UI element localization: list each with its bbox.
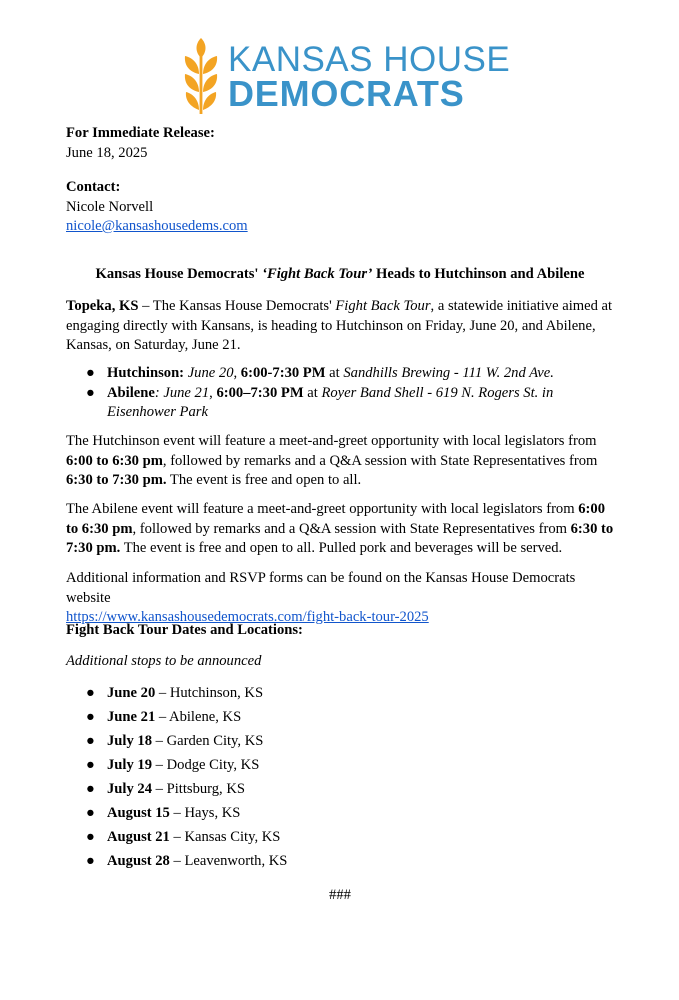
- list-item: [66, 684, 614, 708]
- tour-date: July 19: [107, 757, 153, 773]
- contact-name: Nicole Norvell: [66, 198, 154, 215]
- tour-section-note: [66, 652, 614, 672]
- event-city: Abilene: [107, 384, 155, 401]
- contact-label: Contact:: [66, 179, 121, 195]
- tour-city: – Leavenworth, KS: [169, 853, 288, 869]
- intro-text1: – The Kansas House Democrats': [138, 298, 336, 314]
- event-venue: Royer Band Shell - 619 N. Rogers St. in Eisenhower Park: [107, 384, 554, 420]
- event-sep: ,: [233, 365, 241, 381]
- list-item: [66, 708, 614, 732]
- hutchinson-paragraph: [66, 432, 614, 491]
- tour-note: Additional stops to be announced: [66, 653, 262, 669]
- tour-city: – Abilene, KS: [155, 709, 242, 725]
- event-sep: ,: [209, 384, 217, 401]
- additional-text: Additional information and RSVP forms can be found on the Kansas House Democrats website: [66, 570, 576, 606]
- events-list: [66, 364, 614, 423]
- list-item: [66, 384, 614, 423]
- abilene-time1: 6:00 to 6:30 pm: [66, 501, 605, 537]
- tour-website-link[interactable]: https://www.kansashousedemocrats.com/fight-back-tour-2025: [66, 609, 429, 625]
- tour-city: – Pittsburg, KS: [152, 781, 246, 797]
- release-date: June 18, 2025: [66, 144, 148, 161]
- list-item: [66, 852, 614, 876]
- tour-city: – Hutchinson, KS: [155, 685, 264, 701]
- event-city: Hutchinson:: [107, 365, 185, 381]
- event-time: 6:00–7:30 PM: [216, 384, 304, 401]
- contact-email-link[interactable]: nicole@kansashousedems.com: [66, 218, 248, 234]
- end-mark: ###: [329, 887, 351, 903]
- intro-tour-name: Fight Back Tour: [335, 298, 431, 314]
- logo-line-kansas-house: KANSAS HOUSE: [228, 40, 511, 79]
- abilene-text3: The event is free and open to all. Pulled pork and beverages will be served.: [120, 540, 563, 556]
- tour-date: June 21: [107, 709, 156, 725]
- list-item: [66, 780, 614, 804]
- bullet-icon: ●: [86, 757, 95, 773]
- tour-city: – Kansas City, KS: [169, 829, 281, 845]
- abilene-paragraph: [66, 500, 614, 559]
- bullet-icon: ●: [86, 805, 95, 821]
- abilene-time2: 6:30 to 7:30 pm.: [66, 520, 614, 556]
- list-item: [66, 756, 614, 780]
- release-label: For Immediate Release:: [66, 125, 215, 141]
- hutchinson-text3: The event is free and open to all.: [166, 472, 362, 488]
- event-date: June 20: [184, 365, 234, 381]
- event-time: 6:00-7:30 PM: [240, 365, 326, 381]
- headline-part1: Kansas House Democrats': [95, 266, 263, 282]
- list-item: [66, 364, 614, 384]
- hutchinson-time2: 6:30 to 7:30 pm.: [66, 472, 167, 488]
- tour-date: August 28: [107, 853, 170, 869]
- release-info: [66, 124, 614, 163]
- tour-dates-list: [66, 684, 614, 876]
- event-at: at: [303, 384, 322, 401]
- bullet-icon: ●: [86, 853, 95, 869]
- tour-section-heading: [66, 621, 614, 641]
- additional-info: [66, 569, 614, 628]
- tour-city: – Hays, KS: [169, 805, 241, 821]
- headline: [66, 265, 614, 285]
- wheat-icon: [182, 36, 222, 114]
- dateline: Topeka, KS: [66, 298, 139, 314]
- hutchinson-text1: The Hutchinson event will feature a meet-and-greet opportunity with local legislators from: [66, 433, 597, 449]
- tour-heading: Fight Back Tour Dates and Locations:: [66, 622, 303, 638]
- tour-date: July 18: [107, 733, 153, 749]
- intro-paragraph: [66, 297, 614, 356]
- list-item: [66, 804, 614, 828]
- tour-date: August 21: [107, 829, 170, 845]
- bullet-icon: ●: [86, 829, 95, 845]
- headline-tour-name: ‘Fight Back Tour’: [262, 266, 373, 282]
- logo-line-democrats: DEMOCRATS: [228, 73, 465, 114]
- hutchinson-time1: 6:00 to 6:30 pm: [66, 452, 163, 469]
- tour-city: – Garden City, KS: [152, 733, 264, 749]
- tour-date: June 20: [107, 685, 156, 701]
- event-at: at: [325, 365, 344, 381]
- abilene-text2: , followed by remarks and a Q&A session with State Representatives from: [132, 520, 571, 537]
- bullet-icon: ●: [86, 709, 95, 725]
- tour-date: July 24: [107, 781, 153, 797]
- bullet-icon: ●: [86, 365, 95, 381]
- bullet-icon: ●: [86, 733, 95, 749]
- kansas-house-democrats-logo: [182, 36, 511, 114]
- tour-city: – Dodge City, KS: [152, 757, 260, 773]
- event-venue: Sandhills Brewing - 111 W. 2nd Ave.: [343, 365, 554, 381]
- headline-part3: Heads to Hutchinson and Abilene: [372, 266, 585, 282]
- list-item: [66, 732, 614, 756]
- bullet-icon: ●: [86, 781, 95, 797]
- list-item: [66, 828, 614, 852]
- abilene-text1: The Abilene event will feature a meet-and-greet opportunity with local legislators from: [66, 501, 579, 517]
- bullet-icon: ●: [86, 384, 95, 401]
- tour-date: August 15: [107, 805, 170, 821]
- hutchinson-text2: , followed by remarks and a Q&A session with State Representatives from: [162, 452, 598, 469]
- intro-text2: , a statewide initiative aimed at engaging directly with Kansans, is heading to Hutchinson on Friday, June 20, and Abilene, Kansas, on Saturday, June 21.: [66, 298, 613, 353]
- event-date: : June 21: [154, 384, 210, 401]
- bullet-icon: ●: [86, 685, 95, 701]
- contact-info: [66, 178, 614, 237]
